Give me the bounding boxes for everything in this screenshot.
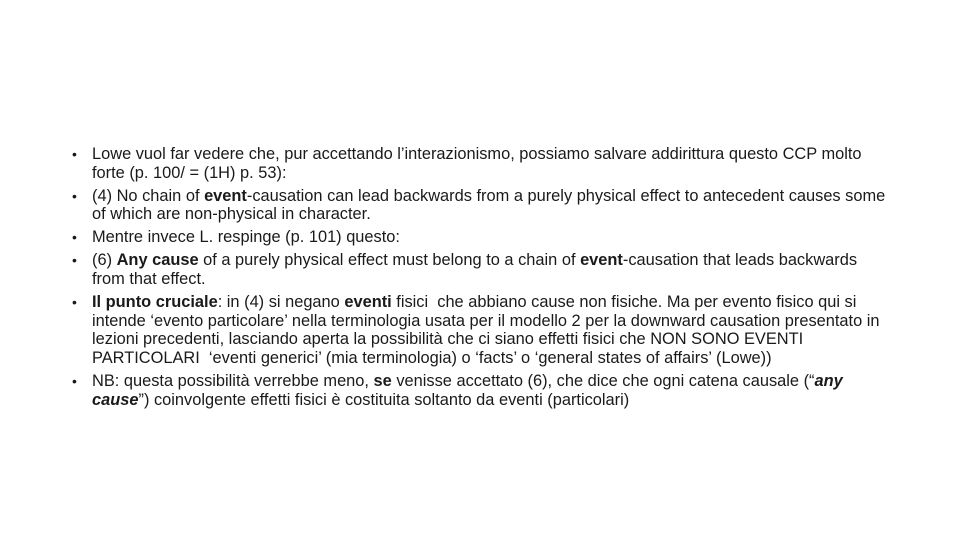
bullet-text: fisici che abbiano cause non fisiche. Ma per evento fisico qui si intende ‘evento particolare’ nella terminologia usata per il modello 2 per la downward causation presentato in lezioni precedenti, lasciando aperta la possibilità che ci siano effetti fisici che NON SONO EVENTI PARTICOLARI ‘eventi generici’ (mia terminologia) o ‘facts’ o ‘general states of affairs’ (Lowe)) bbox=[92, 293, 885, 367]
bullet-text-bold: Any cause bbox=[116, 251, 199, 270]
bullet-text: (4) No chain of bbox=[92, 186, 205, 205]
bullet-item bbox=[72, 187, 892, 224]
bullet-text-bolditalic: any cause bbox=[92, 372, 848, 409]
bullet-text: Mentre invece L. respinge (p. 101) questo: bbox=[92, 228, 400, 247]
bullet-marker: • bbox=[72, 373, 77, 390]
bullet-item bbox=[72, 251, 892, 288]
bullet-text: -causation that leads backwards from that effect. bbox=[92, 251, 862, 289]
bullet-text-bold: eventi bbox=[344, 293, 392, 312]
bullet-list bbox=[72, 145, 892, 414]
bullet-text-bold: se bbox=[373, 372, 392, 391]
bullet-text: NB: questa possibilità verrebbe meno, bbox=[92, 372, 374, 391]
bullet-text: ”) coinvolgente effetti fisici è costituita soltanto da eventi (particolari) bbox=[138, 390, 630, 409]
bullet-text: of a purely physical effect must belong to a chain of bbox=[198, 251, 581, 270]
bullet-item bbox=[72, 372, 892, 409]
bullet-marker: • bbox=[72, 294, 77, 311]
bullet-item bbox=[72, 293, 892, 367]
bullet-text-bold: event bbox=[580, 251, 623, 270]
bullet-text: -causation can lead backwards from a purely physical effect to antecedent causes some of which are non-physical in character. bbox=[92, 186, 890, 224]
bullet-text: venisse accettato (6), che dice che ogni catena causale (“ bbox=[391, 372, 815, 391]
bullet-text-bold: event bbox=[204, 186, 247, 205]
bullet-text: : in (4) si negano bbox=[217, 293, 345, 312]
bullet-item bbox=[72, 228, 892, 247]
bullet-marker: • bbox=[72, 146, 77, 162]
bullet-text: (6) bbox=[92, 251, 117, 270]
bullet-marker: • bbox=[72, 187, 77, 204]
bullet-item bbox=[72, 145, 892, 182]
bullet-text: Lowe vuol far vedere che, pur accettando l’interazionismo, possiamo salvare addirittura questo CCP molto forte (p. 100/ = (1H) p. 53): bbox=[92, 145, 867, 182]
bullet-text-bold: Il punto cruciale bbox=[92, 293, 218, 312]
bullet-marker: • bbox=[72, 229, 77, 246]
bullet-marker: • bbox=[72, 252, 77, 269]
